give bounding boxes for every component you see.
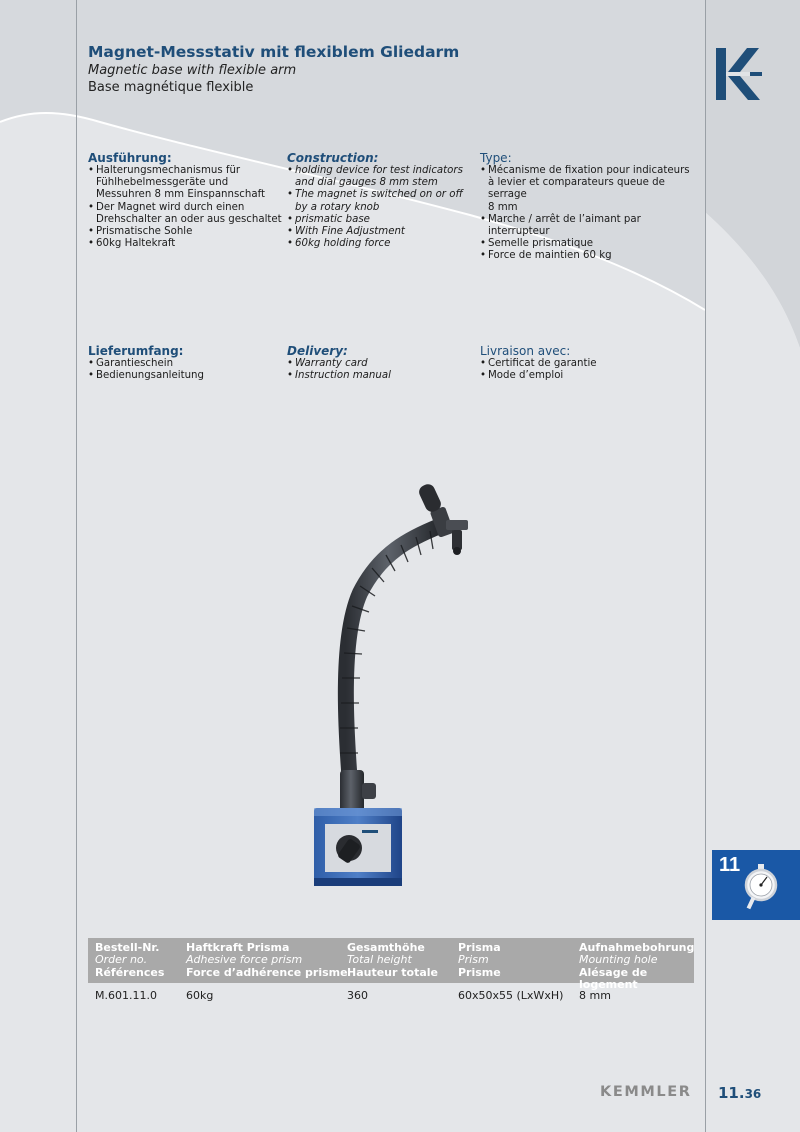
construction-de-list — [88, 165, 283, 250]
title-german: Magnet-Messstativ mit flexiblem Gliedarm — [88, 43, 460, 61]
list-item: • Mode d’emploi — [480, 370, 675, 382]
cell-mounting-hole: 8 mm — [579, 989, 611, 1002]
list-item: • Mécanisme de fixation pour indicateurs à levier et comparateurs queue de serrage 8 mm — [480, 165, 700, 214]
list-item: • Semelle prismatique — [480, 238, 700, 250]
construction-fr-heading: Type: — [480, 151, 512, 165]
delivery-fr-heading: Livraison avec: — [480, 344, 571, 358]
delivery-en-list — [287, 358, 482, 382]
delivery-de-heading: Lieferumfang: — [88, 344, 184, 358]
construction-en — [287, 151, 482, 250]
list-item: • Garantieschein — [88, 358, 283, 370]
header-adhesive-force: Haftkraft Prisma Adhesive force prism Force d’adhérence prisme — [186, 941, 348, 979]
list-item: • Prismatische Sohle — [88, 226, 283, 238]
kemmler-k-logo — [714, 46, 764, 102]
title-english: Magnetic base with flexible arm — [88, 63, 297, 78]
list-item: • Force de maintien 60 kg — [480, 250, 700, 262]
cell-adhesive-force: 60kg — [186, 989, 214, 1002]
order-table — [88, 938, 694, 1003]
list-item: • Warranty card — [287, 358, 482, 370]
table-row — [88, 983, 694, 1003]
delivery-en — [287, 344, 482, 382]
construction-fr — [480, 151, 700, 263]
page-number-main: 11. — [718, 1084, 745, 1102]
brand-name: KEMMLER — [600, 1084, 692, 1100]
list-item: • Instruction manual — [287, 370, 482, 382]
list-item: • 60kg holding force — [287, 238, 482, 250]
list-item: • Certificat de garantie — [480, 358, 675, 370]
construction-fr-list — [480, 165, 700, 263]
construction-de — [88, 151, 283, 250]
list-item: • Bedienungsanleitung — [88, 370, 283, 382]
delivery-en-heading: Delivery: — [287, 344, 348, 358]
list-item: • Halterungsmechanismus für Fühlhebelmessgeräte und Messuhren 8 mm Einspannschaft — [88, 165, 283, 202]
construction-en-heading: Construction: — [287, 151, 379, 165]
delivery-de — [88, 344, 283, 382]
title-french: Base magnétique flexible — [88, 80, 254, 95]
cell-total-height: 360 — [347, 989, 368, 1002]
header-total-height: Gesamthöhe Total height Hauteur totale — [347, 941, 438, 979]
right-guide-line — [705, 0, 706, 1132]
table-header — [88, 938, 695, 991]
list-item: • With Fine Adjustment — [287, 226, 482, 238]
header-order-no: Bestell-Nr. Order no. Références — [95, 941, 165, 979]
title-block — [88, 43, 688, 96]
cell-order-no: M.601.11.0 — [95, 989, 157, 1002]
list-item: • Der Magnet wird durch einen Drehschalter an oder aus geschaltet — [88, 202, 283, 226]
page-number-sub: 36 — [744, 1087, 762, 1101]
construction-en-list — [287, 165, 482, 250]
left-guide-line — [76, 0, 77, 1132]
list-item: • holding device for test indicators and dial gauges 8 mm stem — [287, 165, 482, 189]
header-prism: Prisma Prism Prisme — [458, 941, 501, 979]
header-mounting-hole: Aufnahmebohrung Mounting hole Alésage de logement — [579, 941, 695, 991]
cell-prism: 60x50x55 (LxWxH) — [458, 989, 564, 1002]
page-number — [718, 1084, 761, 1102]
list-item: • prismatic base — [287, 214, 482, 226]
list-item: • The magnet is switched on or off by a rotary knob — [287, 189, 482, 213]
dial-gauge-icon — [738, 862, 786, 912]
section-tab-number: 11 — [719, 854, 741, 876]
delivery-fr — [480, 344, 675, 382]
magnetic-base-product-image — [300, 478, 490, 890]
delivery-fr-list — [480, 358, 675, 382]
list-item: • Marche / arrêt de l’aimant par interrupteur — [480, 214, 700, 238]
construction-de-heading: Ausführung: — [88, 151, 172, 165]
delivery-de-list — [88, 358, 283, 382]
list-item: • 60kg Haltekraft — [88, 238, 283, 250]
